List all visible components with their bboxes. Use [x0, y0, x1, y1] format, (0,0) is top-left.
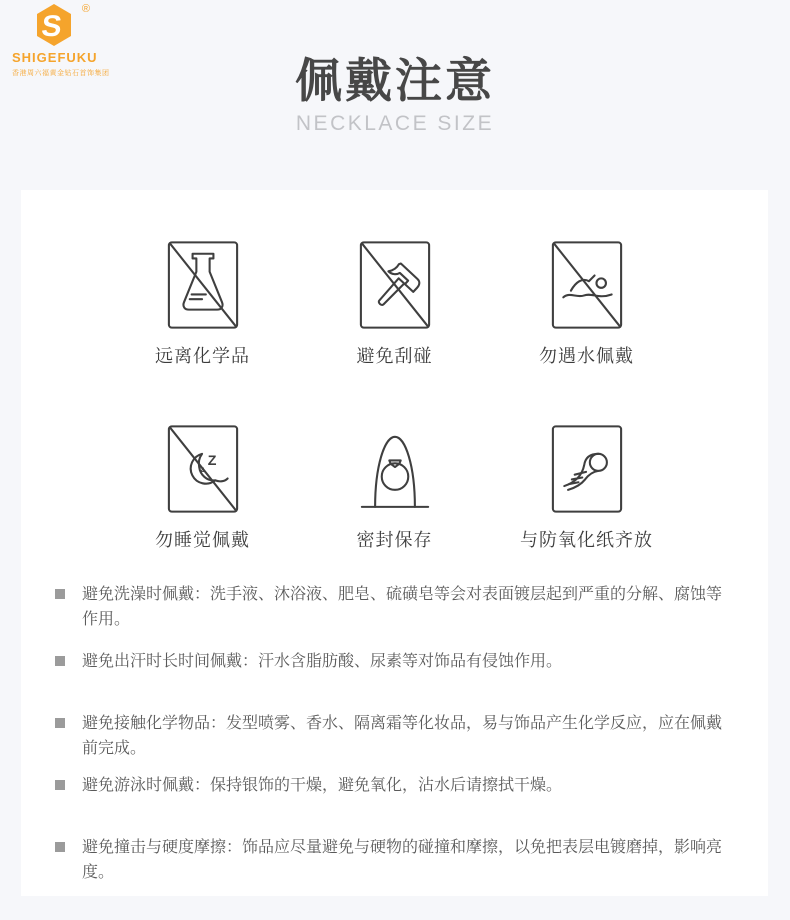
icon-cell-no-sleep — [107, 424, 299, 552]
svg-text:z: z — [199, 463, 204, 474]
hexagon-s-logo-icon — [37, 4, 71, 46]
icon-cell-sealed-storage — [299, 424, 491, 552]
page-title: 佩戴注意 — [295, 54, 495, 107]
square-bullet-icon — [55, 718, 65, 728]
icon-label: 避免刮碰 — [356, 346, 433, 366]
registered-mark: ® — [81, 3, 90, 15]
note-item — [55, 773, 745, 798]
square-bullet-icon — [55, 842, 65, 852]
note-text: 避免游泳时佩戴：保持银饰的干燥，避免氧化，沾水后请擦拭干燥。 — [82, 777, 563, 794]
icon-cell-no-scratch — [299, 240, 491, 368]
note-text: 避免接触化学物品：发型喷雾、香水、隔离霜等化妆品，易与饰品产生化学反应，应在佩戴前完成。 — [82, 715, 723, 757]
note-item — [55, 711, 745, 761]
icon-label: 与防氧化纸齐放 — [520, 530, 653, 550]
care-icon-grid — [21, 240, 768, 552]
page-subtitle: NECKLACE SIZE — [295, 112, 495, 135]
icon-label: 勿遇水佩戴 — [539, 346, 634, 366]
icon-cell-no-chemicals — [107, 240, 299, 368]
square-bullet-icon — [55, 780, 65, 790]
icon-cell-no-water — [491, 240, 683, 368]
note-text: 避免撞击与硬度摩擦：饰品应尽量避免与硬物的碰撞和摩擦，以免把表层电镀磨掉，影响亮度。 — [82, 839, 723, 881]
swimmer-crossed-icon — [551, 240, 623, 330]
svg-text:Z: Z — [207, 453, 216, 470]
icon-label: 勿睡觉佩戴 — [155, 530, 250, 550]
note-item — [55, 649, 745, 674]
note-text: 避免洗澡时佩戴：洗手液、沐浴液、肥皂、硫磺皂等会对表面镀层起到严重的分解、腐蚀等作用。 — [82, 586, 723, 628]
ring-under-dome-icon — [359, 424, 431, 514]
icon-label: 远离化学品 — [155, 346, 250, 366]
icon-label: 密封保存 — [356, 530, 433, 550]
brand-name: SHIGEFUKU — [12, 50, 98, 65]
svg-text:S: S — [39, 10, 64, 43]
logo-mark — [12, 4, 96, 48]
square-bullet-icon — [55, 589, 65, 599]
icon-cell-anti-oxidation-paper — [491, 424, 683, 552]
paper-roll-icon — [551, 424, 623, 514]
note-text: 避免出汗时长时间佩戴：汗水含脂肪酸、尿素等对饰品有侵蚀作用。 — [82, 653, 563, 670]
note-item — [55, 582, 745, 632]
flask-crossed-icon — [167, 240, 239, 330]
hammer-crossed-icon — [359, 240, 431, 330]
care-notes-list — [55, 582, 745, 885]
content-card — [21, 190, 768, 896]
note-item — [55, 835, 745, 885]
sleep-moon-crossed-icon — [167, 424, 239, 514]
square-bullet-icon — [55, 656, 65, 666]
brand-tagline: 香港周六福黄金钻石首饰集团 — [12, 70, 110, 77]
